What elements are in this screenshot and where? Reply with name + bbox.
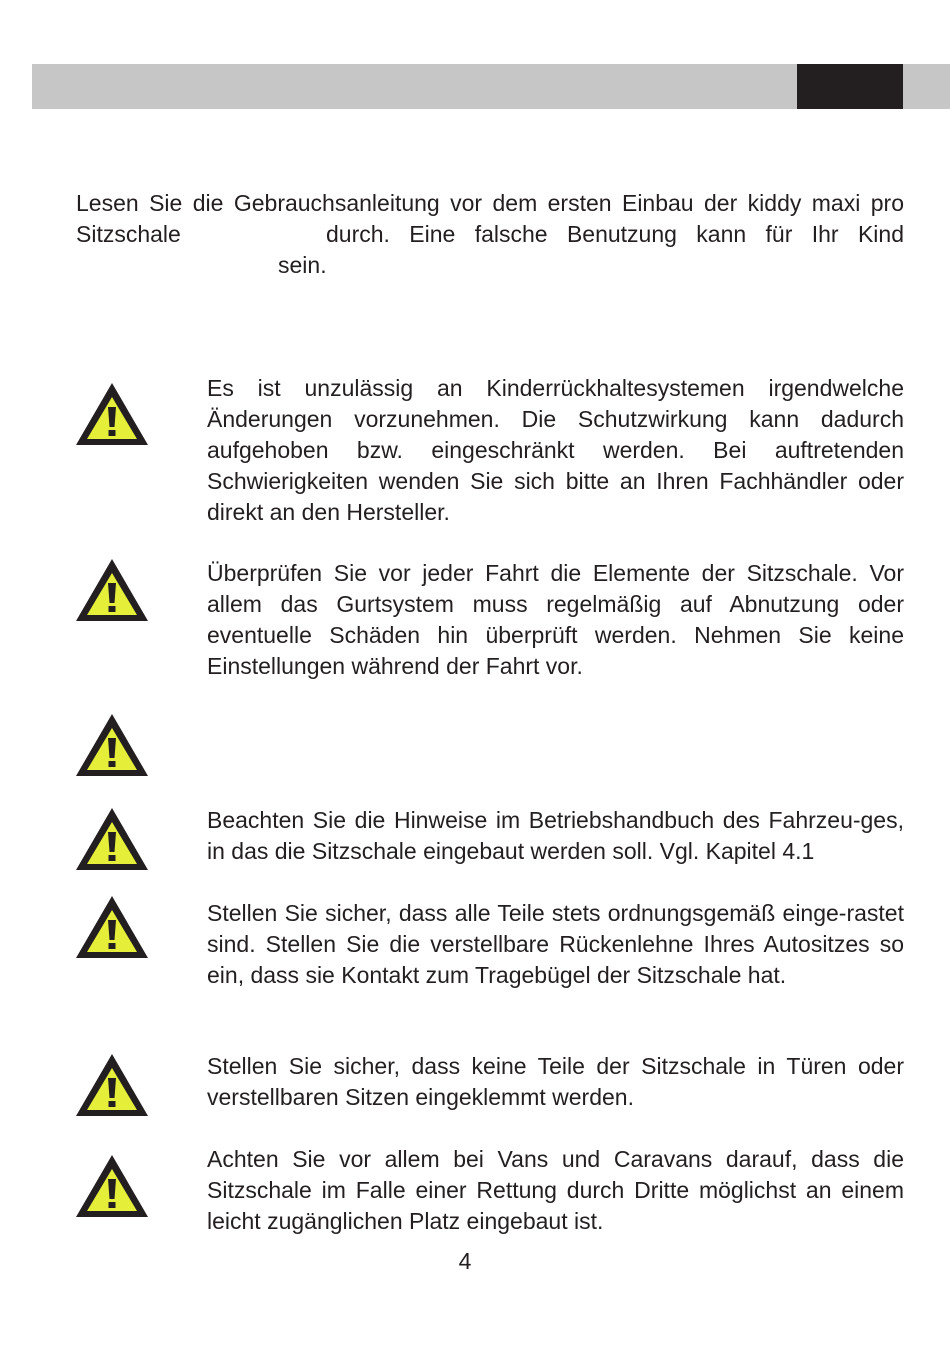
- header-tab-block: [797, 64, 903, 109]
- intro-paragraph: [76, 188, 904, 281]
- intro-line-3: sein.: [278, 252, 327, 278]
- warning-text-vans-caravans: Achten Sie vor allem bei Vans und Caravans darauf, dass die Sitzschale im Falle einer Rettung durch Dritte möglichst an einem leicht zugänglichen Platz eingebaut ist.: [207, 1146, 904, 1234]
- warning-text-engaged-parts: Stellen Sie sicher, dass alle Teile stets ordnungsgemäß einge-rastet sind. Stellen Sie die verstellbare Rückenlehne Ihres Autositzes so ein, dass sie Kontakt zum Tragebügel der Sitzschale hat.: [207, 900, 904, 988]
- warning-triangle-icon: [75, 1154, 149, 1218]
- warning-text-inspection: Überprüfen Sie vor jeder Fahrt die Elemente der Sitzschale. Vor allem das Gurtsystem muss regelmäßig auf Abnutzung oder eventuelle Schäden hin überprüft werden. Nehmen Sie keine Einstellungen während der Fahrt vor.: [207, 560, 904, 679]
- warning-triangle-icon: [75, 558, 149, 622]
- warning-text-no-pinching: Stellen Sie sicher, dass keine Teile der Sitzschale in Türen oder verstellbaren Sitzen eingeklemmt werden.: [207, 1053, 904, 1110]
- intro-line-1: Lesen Sie die Gebrauchsanleitung vor dem ersten Einbau der kiddy maxi pro: [76, 190, 904, 216]
- intro-line-2: [76, 219, 904, 250]
- warning-triangle-icon: [75, 382, 149, 446]
- warning-text-vehicle-manual: Beachten Sie die Hinweise im Betriebshandbuch des Fahrzeu-ges, in das die Sitzschale eingebaut werden soll. Vgl. Kapitel 4.1: [207, 807, 904, 864]
- intro-line-2-left: Sitzschale: [76, 221, 181, 247]
- warning-triangle-icon: [75, 895, 149, 959]
- warning-triangle-icon: [75, 1053, 149, 1117]
- warning-text-modifications: Es ist unzulässig an Kinderrückhaltesystemen irgendwelche Änderungen vorzunehmen. Die Schutzwirkung kann dadurch aufgehoben bzw. eingeschränkt werden. Bei auftretenden Schwierigkeiten wenden Sie sich bitte an Ihren Fachhändler oder direkt an den Hersteller.: [207, 375, 904, 525]
- page-number: 4: [458, 1248, 472, 1274]
- intro-line-2-right: durch. Eine falsche Benutzung kann für Ihr Kind: [326, 221, 904, 247]
- warning-triangle-icon: [75, 807, 149, 871]
- warning-triangle-icon: [75, 713, 149, 777]
